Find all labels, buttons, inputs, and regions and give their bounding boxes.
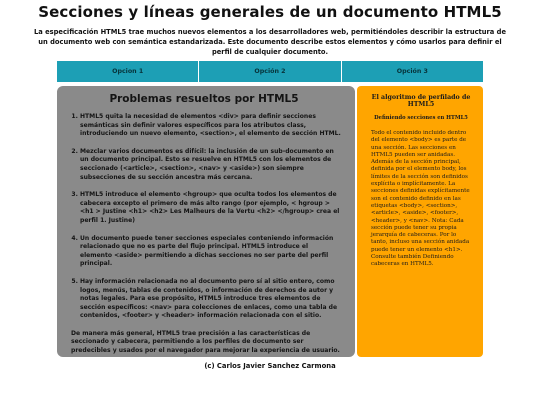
list-item: 1. HTML5 quita la necesidad de elementos <div> para definir secciones semánticas sin definir valores específicos para los atributos class, introduciendo un nuevo elemento, <section>, el elemento de sección HTML. [80,113,341,139]
footer-credit: (c) Carlos Javier Sanchez Carmona [204,362,336,370]
list-item: 5. Hay información relacionada no al documento pero sí al sitio entero, como logos, menús, tablas de contenidos, o información de derechos de autor y notas legales. Para ese propósito, HTML5 introduce tres elementos de sección específicos: <nav> para colecciones de enlaces, como una tabla de contenidos, <footer> y <header> información relacionada con el sitio. [80,278,341,321]
aside-panel [357,86,483,357]
tab-opcion-2[interactable]: Opción 2 [199,61,341,82]
main-content-panel [57,86,355,357]
main-heading: Problemas resueltos por HTML5 [109,93,299,105]
tab-opcion-1[interactable]: Opcion 1 [57,61,199,82]
page-title: Secciones y líneas generales de un documento HTML5 [38,3,502,21]
tab-opcion-3[interactable]: Opción 3 [342,61,483,82]
intro-paragraph: La especificación HTML5 trae muchos nuevos elementos a los desarrolladores web, permitiéndoles describir la estructura de un documento web con semántica estandarizada. Este documento describe estos elementos y cómo usarlos para definir el perfil de cualquier documento. [34,28,506,56]
problems-list [67,113,341,321]
aside-subtitle: Definiendo secciones en HTML5 [374,115,468,121]
aside-body: Todo el contenido incluido dentro del elemento <body> es parte de una sección. Las secciones en HTML5 pueden ser anidadas. Además de la sección principal, definida por el elemento body, los límites de la sección son definidos explícita o implícitamente. La secciones definidas explícitamente son el contenido definido en las etiquetas <body>, <section>, <article>, <aside>, <footer>, <header>, y <nav>. Nota: Cada sección puede tener su propia jerarquía de cabeceras. Por lo tanto, incluso una sección anidada puede tener un elemento <h1>. Consulte también Definiendo cabeceras en HTML5. [371,130,470,268]
aside-title: El algoritmo de perfilado de HTML5 [371,94,471,108]
tab-bar [57,61,483,82]
closing-paragraph: De manera más general, HTML5 trae precisión a las características de seccionado y cabecera, permitiendo a los perfiles de documento ser predecibles y usados por el navegador para mejorar la experiencia de usuario. [71,329,340,355]
list-item: 2. Mezclar varios documentos es difícil: la inclusión de un sub-documento en un documento principal. Esto se resuelve en HTML5 con los elementos de seccionado (<article>, <section>, <nav> y <aside>) son siempre subsecciones de su sección ancestra más cercana. [80,148,341,182]
list-item: 4. Un documento puede tener secciones especiales conteniendo información relacionado que no es parte del flujo principal. HTML5 introduce el elemento <aside> permitiendo a dichas secciones no ser parte del perfil principal. [80,235,341,269]
list-item: 3. HTML5 introduce el elemento <hgroup> que oculta todos los elementos de cabecera excepto el primero de más alto rango (por ejemplo, < hgroup > <h1 > Justine <h1> <h2> Les Malheurs de la Vertu <h2> </hgroup> crea el perfil 1. Justine) [80,191,341,225]
